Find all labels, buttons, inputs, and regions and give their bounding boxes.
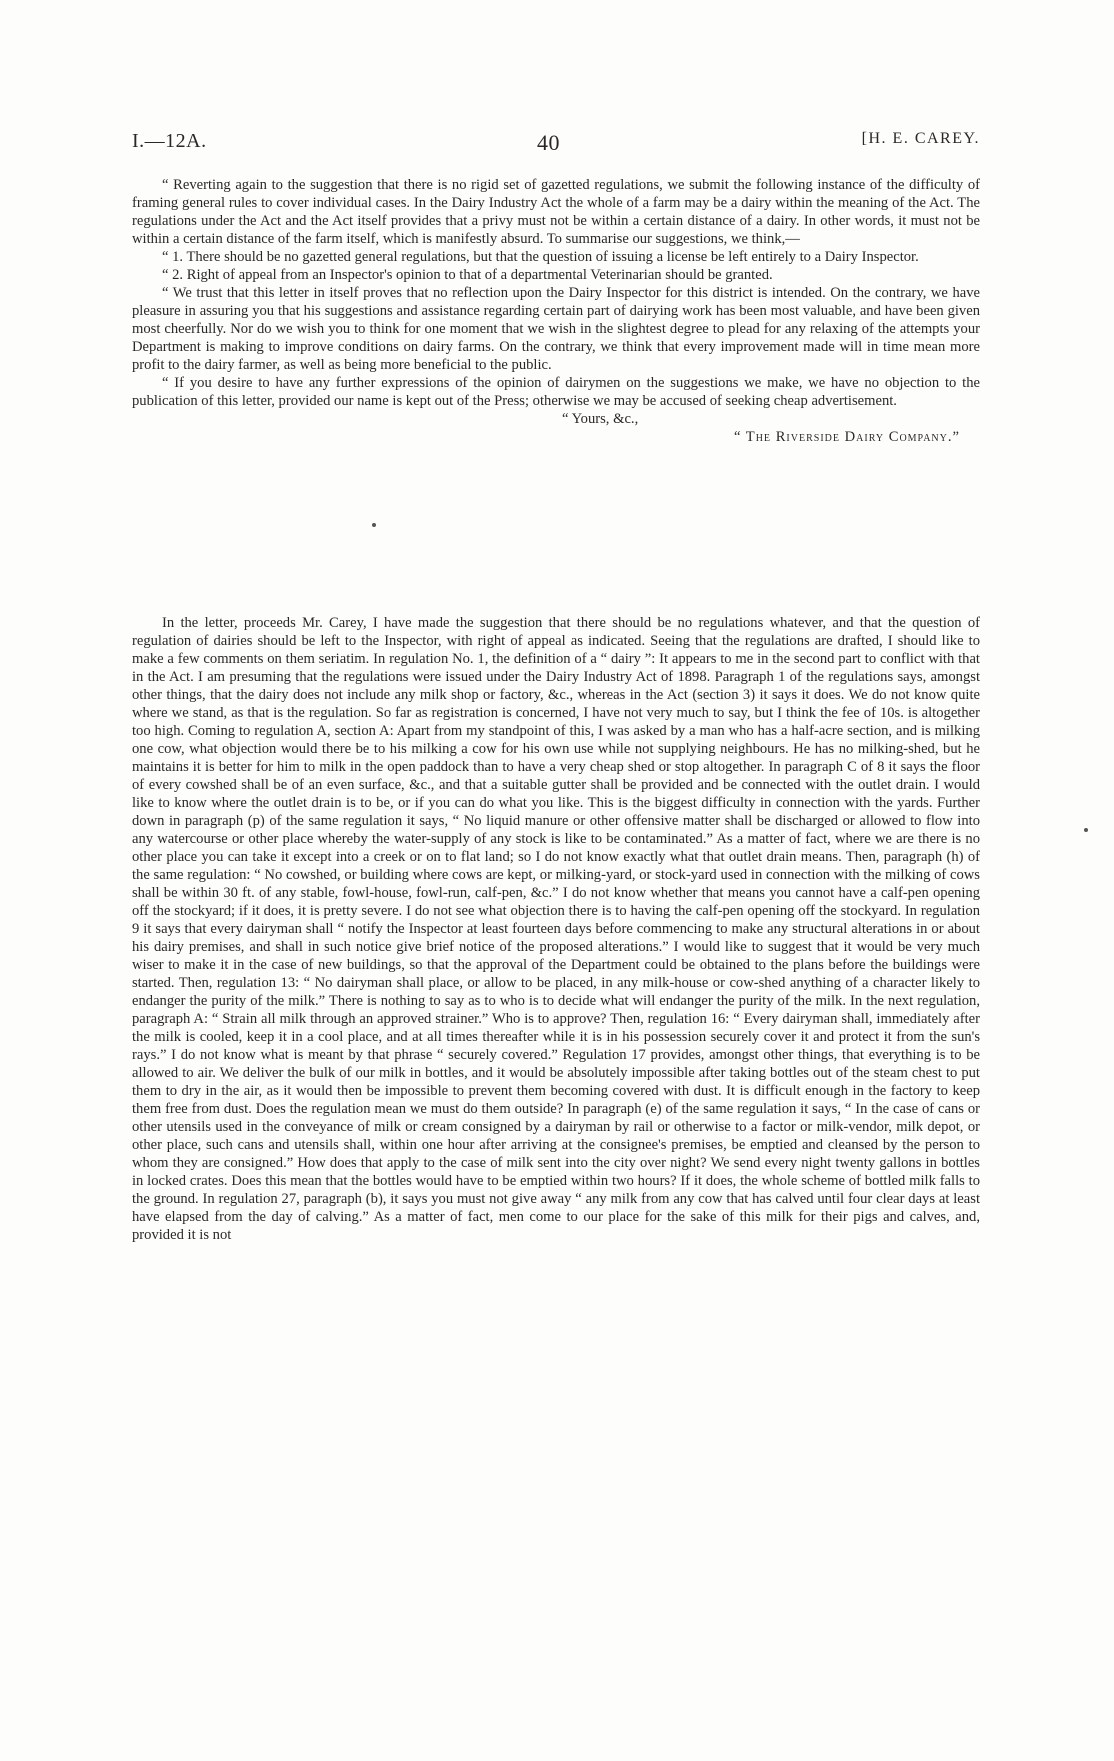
letter-paragraph: “ Reverting again to the suggestion that there is no rigid set of gazetted regulations, we submit the following instance of the difficulty of framing general rules to cover individual cases. In the Dairy Industry Act the whole of a farm may be a dairy within the meaning of the Act. The regulations under the Act and the Act itself provides that a privy must not be within a certain distance of a dairy. In other words, it must not be within a certain distance of the farm itself, which is manifestly absurd. To summarise our suggestions, we think,—: [132, 177, 980, 247]
letter-paragraph: “ 1. There should be no gazetted general regulations, but that the question of issuing a license be left entirely to a Dairy Inspector.: [162, 249, 919, 265]
document-reference: I.—12A.: [132, 130, 207, 152]
body-paragraph: In the letter, proceeds Mr. Carey, I have made the suggestion that there should be no regulations whatever, and that the question of regulation of dairies should be left to the Inspector, with right of appeal as indicated. Seeing that the regulations are drafted, I should like to make a few comments on them seriatim. In regulation No. 1, the definition of a “ dairy ”: It appears to me in the second part to conflict with that in the Act. I am presuming that the regulations were issued under the Dairy Industry Act of 1898. Paragraph 1 of the regulations says, amongst other things, that the dairy does not include any milk shop or factory, &c., whereas in the Act (section 3) it says it does. We do not know quite where we stand, as that is the regulation. So far as registration is concerned, I have not very much to say, but I think the fee of 10s. is altogether too high. Coming to regulation A, section A: Apart from my standpoint of this, I was asked by a man who has a half-acre section, and is milking one cow, what objection would there be to his milking a cow for his own use while not supplying neighbours. He has no milking-shed, but he maintains it is better for him to milk in the open paddock than to have a very cheap shed or stop altogether. In paragraph C of 8 it says the floor of every cowshed shall be of an even surface, &c., and that a suitable gutter shall be provided and be connected with the outlet drain. I would like to know where the outlet drain is to be, or if you can do what you like. This is the biggest difficulty in connection with the yards. Further down in paragraph (p) of the same regulation it says, “ No liquid manure or other offensive matter shall be discharged or allowed to flow into any watercourse or other place whereby the water-supply of any stock is like to be contaminated.” As a matter of fact, where we are there is no other place you can take it except into a creek or on to flat land; so I do not know exactly what that outlet drain means. Then, paragraph (h) of the same regulation: “ No cowshed, or building where cows are kept, or milking-yard, or stock-yard used in connection with the milking of cows shall be within 30 ft. of any stable, fowl-house, fowl-run, calf-pen, &c.” I do not know whether that means you cannot have a calf-pen opening off the stockyard; if it does, it is pretty severe. I do not see what objection there is to having the calf-pen opening off the stockyard. In regulation 9 it says that every dairyman shall “ notify the Inspector at least fourteen days before commencing to make any structural alterations in or about his dairy premises, and shall in such notice give brief notice of the proposed alterations.” I would like to suggest that it would be very much wiser to make it in the case of new buildings, so that the approval of the Department could be obtained to the plans before the buildings were started. Then, regulation 13: “ No dairyman shall place, or allow to be placed, in any milk-house or cow-shed anything of a character likely to endanger the purity of the milk.” There is nothing to say as to who is to decide what will endanger the purity of the milk. In the next regulation, paragraph A: “ Strain all milk through an approved strainer.” Who is to approve? Then, regulation 16: “ Every dairyman shall, immediately after the milk is cooled, keep it in a cool place, and at all times thereafter while it is in his possession securely cover it and protect it from the sun's rays.” I do not know what is meant by that phrase “ securely covered.” Regulation 17 provides, amongst other things, that everything is to be allowed to air. We deliver the bulk of our milk in bottles, and it would be absolutely impossible after taking bottles out of the steam chest to put them to dry in the air, as it would then be impossible to prevent them becoming covered with dust. It is difficult enough in the factory to keep them free from dust. Does the regulation mean we must do them outside? In paragraph (e) of the same regulation it says, “ In the case of cans or other utensils used in the conveyance of milk or cream consigned by a dairyman by rail or otherwise to a factor or milk-vendor, milk depot, or other place, such cans and utensils shall, within one hour after arriving at the consignee's premises, be emptied and cleansed by the person to whom they are consigned.” How does that apply to the case of milk sent into the city over night? We send every night twenty gallons in bottles in locked crates. Does this mean that the bottles would have to be emptied within two hours? If it does, the whole scheme of bottled milk falls to the ground. In regulation 27, paragraph (b), it says you must not give away “ any milk from any cow that has calved until four clear days at least have elapsed from the day of calving.” As a matter of fact, men come to our place for the sake of this milk for their pigs and calves, and, provided it is not: [132, 615, 980, 1243]
letter-paragraph: “ If you desire to have any further expressions of the opinion of dairymen on the suggestions we make, we have no objection to the publication of this letter, provided our name is kept out of the Press; otherwise we may be accused of seeking cheap advertisement.: [132, 375, 980, 409]
quoted-letter: [132, 176, 980, 446]
ink-speck: [372, 523, 376, 527]
page-number: 40: [537, 130, 560, 155]
letter-signature: “ The Riverside Dairy Company.”: [733, 429, 960, 445]
page-header: [132, 130, 980, 160]
testimony-body: [132, 614, 980, 1244]
letter-paragraph: “ We trust that this letter in itself proves that no reflection upon the Dairy Inspector for this district is intended. On the contrary, we have pleasure in assuring you that his suggestions and assistance regarding certain part of dairying work has been most valuable, and have been given most cheerfully. Nor do we wish you to think for one moment that we wish in the slightest degree to plead for any relaxing of the attempts your Department is making to improve conditions on dairy farms. On the contrary, we think that every improvement made will in time mean more profit to the dairy farmer, as well as being more beneficial to the public.: [132, 285, 980, 373]
ink-speck: [1084, 828, 1088, 832]
speaker-name: [H. E. CAREY.: [861, 130, 980, 147]
letter-closing: “ Yours, &c.,: [562, 411, 639, 427]
letter-paragraph: “ 2. Right of appeal from an Inspector's opinion to that of a departmental Veterinarian should be granted.: [162, 267, 773, 283]
